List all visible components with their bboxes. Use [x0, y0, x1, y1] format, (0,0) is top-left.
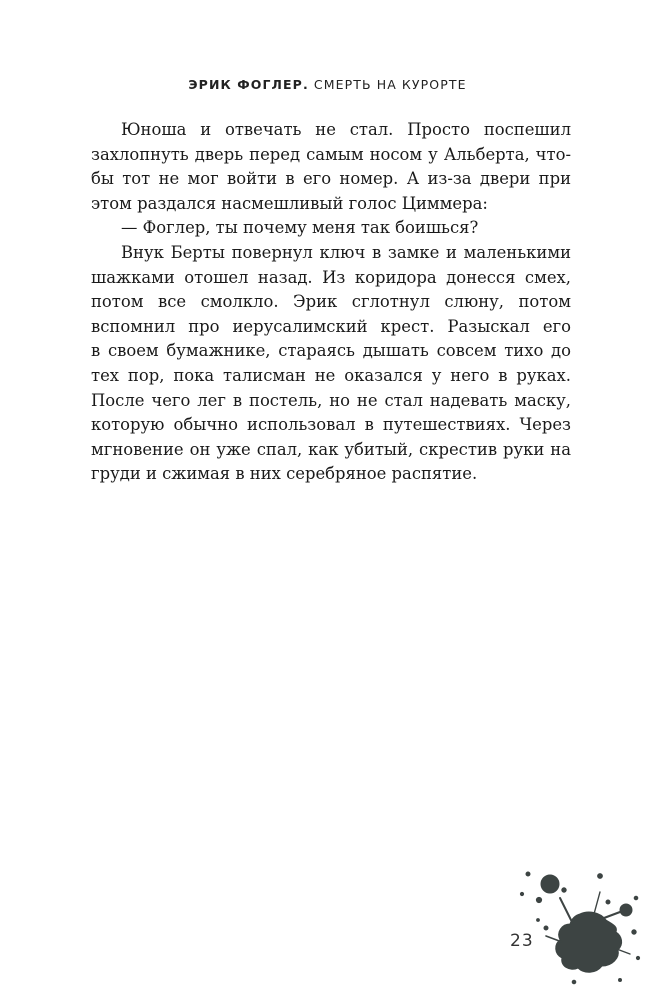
running-head	[0, 77, 655, 92]
text-line: вспомнил про иерусалимский крест. Разыскал его	[91, 316, 571, 336]
text-line: мгновение он уже спал, как убитый, скрестив руки на	[91, 439, 571, 459]
text-line: потом все смолкло. Эрик сглотнул слюну, потом	[91, 292, 571, 312]
text-line: После чего лег в постель, но не стал надевать маску,	[91, 390, 571, 410]
ink-blot-icon	[508, 862, 648, 992]
running-head-title: СМЕРТЬ НА КУРОРТЕ	[313, 77, 467, 92]
text-line: — Фоглер, ты почему меня так боишься?	[121, 218, 479, 238]
running-head-author: ЭРИК ФОГЛЕР.	[188, 77, 309, 92]
page-number: 23	[510, 931, 534, 951]
text-line: этом раздался насмешливый голос Циммера:	[91, 193, 488, 213]
text-line: шажками отошел назад. Из коридора донесся смех,	[91, 267, 571, 287]
text-line: Внук Берты повернул ключ в замке и маленькими	[121, 242, 571, 262]
text-line: которую обычно использовал в путешествиях. Через	[91, 415, 571, 435]
text-line: Юноша и отвечать не стал. Просто поспешил	[121, 120, 571, 139]
text-line: в своем бумажнике, стараясь дышать совсем тихо до	[91, 341, 571, 361]
text-line: бы тот не мог войти в его номер. А из-за двери при	[91, 169, 571, 189]
text-line: захлопнуть дверь перед самым носом у Альберта, что-	[91, 144, 571, 164]
body-text	[91, 118, 571, 487]
text-line: груди и сжимая в них серебряное распятие.	[91, 464, 478, 484]
text-line: тех пор, пока талисман не оказался у него в руках.	[91, 365, 571, 385]
